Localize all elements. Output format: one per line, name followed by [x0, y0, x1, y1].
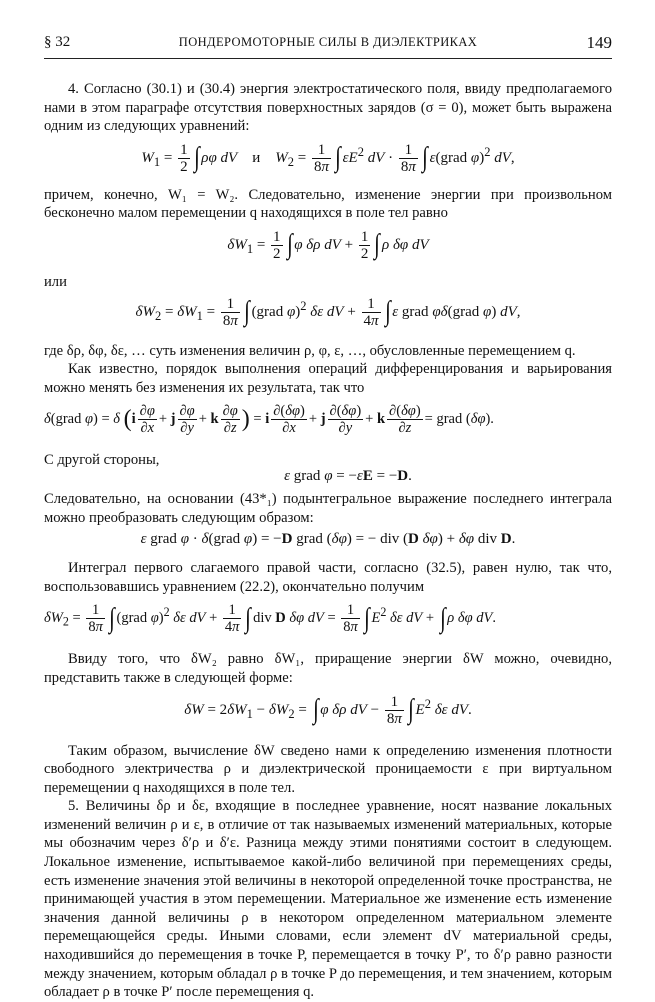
- equation-final-variation: $\delta W_2$ = $\frac{1}{8\pi}$ ∫ (grad φ)$^2$ δε dV + $\frac{1}{4\pi}$ ∫ div D δφ dV = $\frac{1}{8\pi}$ ∫ $E^2$ δε dV + ∫ ρ δφ dV.: [44, 602, 497, 636]
- equation-variation-w1: $\delta W_1$ = $\frac{1}{2}$ ∫ φ δρ dV + $\frac{1}{2}$ ∫ ρ δφ dV: [227, 228, 429, 262]
- section-number: § 32: [44, 34, 71, 50]
- paragraph: где δρ, δφ, δε, … суть изменения величин ρ, φ, ε, …, обусловленные перемещением q.: [44, 342, 576, 359]
- equation-grad-variation: δ(grad φ) = δ (i $\frac{\partial\varphi}{\partial x}$ + j $\frac{\partial\varphi}{\partial y}$ + k $\frac{\partial\varphi}{\partial z}$ ) = i $\frac{\partial(\delta\varphi)}{\partial x}$ + j $\frac{\partial(\delta\varphi)}{\partial y}$ + k $\frac{\partial(\delta\varphi)}{\partial z}$ = grad (δφ).: [44, 403, 494, 437]
- equation-integrand: ε grad φ · δ(grad φ) = −D grad (δφ) = − div (D δφ) + δφ div D.: [140, 531, 516, 548]
- paragraph: Следовательно, на основании (43*₁) подынтегральное выражение последнего интеграла можно преобразовать следующим образом:: [44, 490, 612, 526]
- equation-delta-w: $\delta W = 2\delta W_1 - \delta W_2$ = ∫ φ δρ dV − $\frac{1}{8\pi}$ ∫ $E^2$ δε dV.: [184, 693, 472, 727]
- paragraph: 4. Согласно (30.1) и (30.4) энергия электростатического поля, ввиду предполагаемого нами в этом параграфе отсутствия поверхностных зарядов (σ = 0), может быть выражена одним из следующих уравнений:: [44, 81, 612, 135]
- paragraph: Интеграл первого слагаемого правой части, согласно (32.5), равен нулю, так что, воспользовавшись уравнением (22.2), окончательно получим: [44, 560, 612, 595]
- paragraph: С другой стороны,: [44, 452, 160, 469]
- paragraph: или: [44, 273, 67, 290]
- page-number: 149: [586, 33, 612, 52]
- paragraph: Как известно, порядок выполнения операций дифференцирования и варьирования можно менять без изменения их результата, так что: [44, 361, 612, 396]
- equation-variation-w2: $\delta W_2 = \delta W_1$ = $\frac{1}{8\pi}$ ∫ (grad φ)$^2$ δε dV + $\frac{1}{4\pi}$ ∫ ε grad φδ(grad φ) dV,: [135, 295, 521, 329]
- paragraph: Ввиду того, что δW₂ равно δW₁, приращение энергии δW можно, очевидно, представить также в следующей форме:: [44, 651, 612, 686]
- paragraph: причем, конечно, W₁ = W₂. Следовательно, изменение энергии при произвольном бесконечно малом перемещении q находящихся в поле тел равно: [44, 186, 612, 222]
- paragraph: 5. Величины δρ и δε, входящие в последнее уравнение, носят название локальных изменений величин ρ и ε, в отличие от так называемых изменений материальных, которые мы обозначим через δ′ρ и δ′ε. Разница между этими понятиями состоит в следующем. Локальное изменение, испытываемое какой-либо величиной при перемещениях среды, есть изменение значения этой величины в некоторой определенной точке пространства, не принимающей участия в этом перемещении. Материальное же изменение есть изменение значения данной величины ρ в некотором определенном материальном элементе перемещающейся среды. Иными словами, если элемент dV материальной среды, находившийся до перемещения в точке P, перемещается в точку P′, то δ′ρ равно разности между значением, которым обладал ρ в точке P до перемещения, и тем значением, которым обладает ρ в точке P′ после перемещения q.: [44, 798, 612, 1001]
- running-title: ПОНДЕРОМОТОРНЫЕ СИЛЫ В ДИЭЛЕКТРИКАХ: [178, 35, 478, 49]
- equation-energy: $W_1$ = $\frac{1}{2}$ ∫ ρφ dV и $W_2$ = $\frac{1}{8\pi}$ ∫ $\varepsilon E^2$ dV · $\frac{1}{8\pi}$ ∫ ε(grad φ)$^2$ dV,: [141, 141, 515, 175]
- paragraph: Таким образом, вычисление δW сведено нами к определению изменения плотности свободного электричества ρ и диэлектрической проницаемости ε при виртуальном перемещении q находящихся в поле тел.: [44, 742, 612, 796]
- page-body: [44, 66, 612, 1002]
- equation-displacement: ε grad φ = −εE = −D.: [284, 467, 412, 484]
- running-header: [44, 34, 612, 59]
